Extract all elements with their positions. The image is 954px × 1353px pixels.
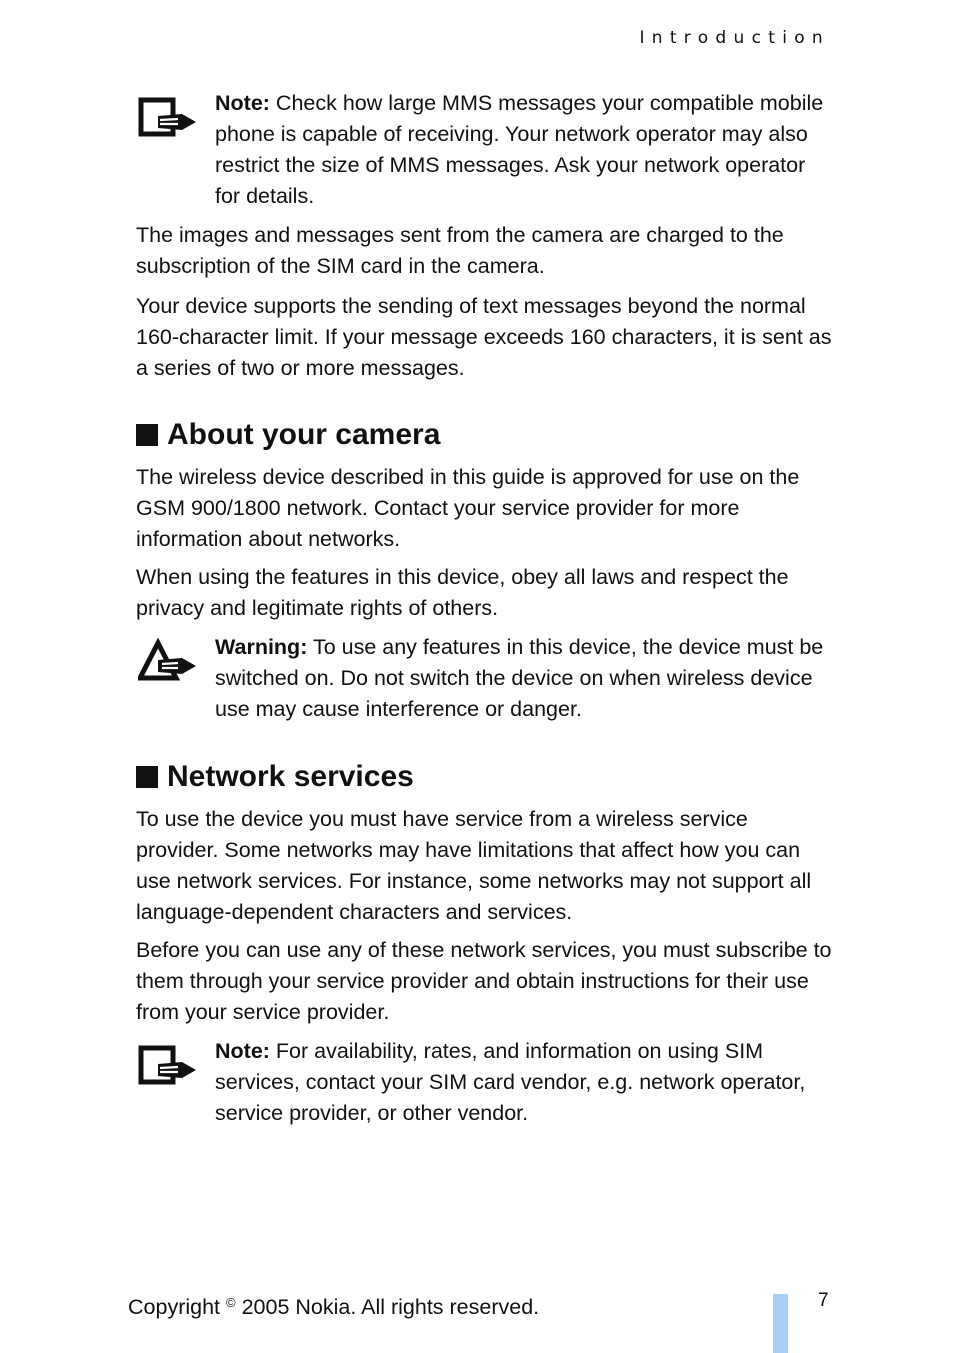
heading-square-icon	[136, 424, 158, 446]
paragraph-camera-charges: The images and messages sent from the camera are charged to the subscription of the SIM card in the camera.	[136, 223, 784, 278]
note-text	[215, 88, 835, 212]
note-body: For availability, rates, and information on using SIM services, contact your SIM card vendor, e.g. network operator, service provider, or other vendor.	[215, 1039, 806, 1125]
warning-label: Warning:	[215, 635, 308, 659]
section-heading-camera	[136, 417, 440, 453]
section-heading-network	[136, 759, 414, 795]
section-heading-camera-text: About your camera	[167, 418, 441, 451]
note-label: Note:	[215, 91, 270, 115]
copyright-rest: 2005 Nokia. All rights reserved.	[241, 1295, 540, 1319]
paragraph-approved-network: The wireless device described in this guide is approved for use on the GSM 900/1800 network. Contact your service provider for more information about networks.	[136, 465, 800, 551]
warning-body: To use any features in this device, the device must be switched on. Do not switch the device on when wireless device use may cause interference or danger.	[215, 635, 824, 721]
heading-square-icon	[136, 766, 158, 788]
note-label: Note:	[215, 1039, 270, 1063]
note-body: Check how large MMS messages your compatible mobile phone is capable of receiving. Your network operator may also restrict the size of MMS messages. Ask your network operator for details.	[215, 91, 824, 208]
paragraph-subscribe: Before you can use any of these network services, you must subscribe to them through your service provider and obtain instructions for their use from your service provider.	[136, 938, 832, 1024]
page-thumb-tab	[773, 1294, 788, 1353]
section-heading-network-text: Network services	[167, 760, 414, 793]
warning-block	[136, 632, 836, 726]
note-text	[215, 1036, 835, 1129]
warning-triangle-hand-icon	[138, 638, 200, 684]
paragraph-service-provider: To use the device you must have service from a wireless service provider. Some networks may have limitations that affect how you can use network services. For instance, some networks may not support all language-dependent characters and services.	[136, 807, 812, 924]
note-hand-icon	[138, 94, 200, 140]
copyright-symbol: ©	[226, 1295, 236, 1310]
note-hand-icon	[138, 1042, 200, 1088]
warning-text	[215, 632, 835, 725]
copyright-prefix: Copyright	[128, 1295, 221, 1319]
note-block-sim	[136, 1036, 836, 1130]
page-number: 7	[818, 1290, 829, 1311]
running-header: Introduction	[639, 28, 830, 48]
footer-copyright	[128, 1288, 539, 1322]
paragraph-long-messages: Your device supports the sending of text messages beyond the normal 160-character limit. If your message exceeds 160 characters, it is sent as a series of two or more messages.	[136, 294, 832, 380]
note-block-mms	[136, 88, 836, 212]
paragraph-obey-laws: When using the features in this device, obey all laws and respect the privacy and legitimate rights of others.	[136, 565, 789, 620]
